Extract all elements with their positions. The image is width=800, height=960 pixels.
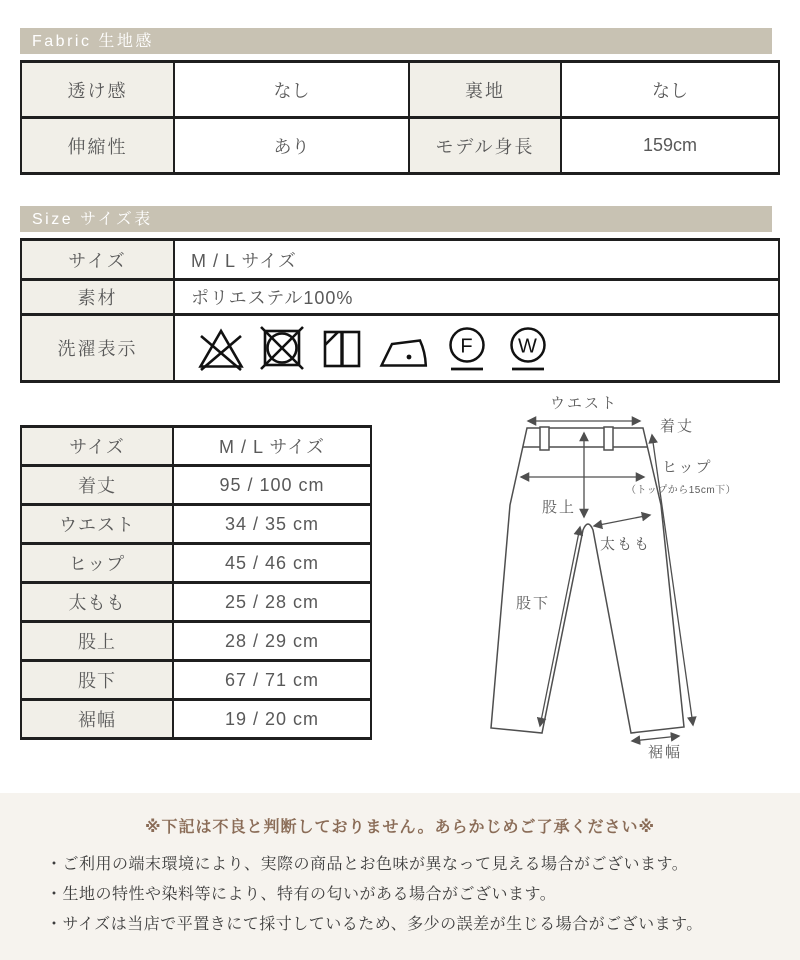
list-item: ・サイズは当店で平置きにて採寸しているため、多少の誤差が生じる場合がございます。 [46, 916, 703, 933]
info-label-material: 素材 [21, 280, 174, 315]
table-row [21, 661, 371, 700]
size-info-table [20, 238, 780, 383]
table-row [21, 700, 371, 739]
meas-label-thigh: 太もも [21, 583, 173, 622]
length-label: 着丈 [660, 418, 695, 435]
disclaimer-list [46, 850, 800, 940]
meas-value-thigh: 25 / 28 cm [173, 583, 371, 622]
table-row [21, 62, 779, 118]
meas-label-inseam: 股下 [21, 661, 173, 700]
fabric-label-model-height: モデル身長 [409, 118, 561, 174]
table-row [21, 427, 371, 466]
size-section-header: Size サイズ表 [20, 206, 772, 232]
meas-label-length: 着丈 [21, 466, 173, 505]
meas-header-label: サイズ [21, 427, 173, 466]
fabric-label-stretch: 伸縮性 [21, 118, 174, 174]
info-label-size: サイズ [21, 240, 174, 280]
svg-text:W: W [518, 335, 538, 358]
meas-label-rise: 股上 [21, 622, 173, 661]
length-arrow [652, 435, 693, 725]
meas-value-inseam: 67 / 71 cm [173, 661, 371, 700]
table-row [21, 118, 779, 174]
list-item: ・生地の特性や染料等により、特有の匂いがある場合がございます。 [46, 886, 557, 903]
table-row [21, 505, 371, 544]
dry-clean-petroleum-gentle-icon [442, 324, 492, 372]
pants-outline [491, 428, 684, 733]
disclaimer-section [0, 793, 800, 960]
meas-label-hem-width: 裾幅 [21, 700, 173, 739]
meas-header-value: M / L サイズ [173, 427, 371, 466]
meas-value-hem-width: 19 / 20 cm [173, 700, 371, 739]
hem-arrow [632, 736, 679, 741]
do-not-tumble-dry-icon [257, 324, 307, 372]
svg-text:F: F [460, 335, 474, 358]
fabric-value-lining: なし [561, 62, 779, 118]
table-row [21, 544, 371, 583]
fabric-value-stretch: あり [174, 118, 409, 174]
meas-value-waist: 34 / 35 cm [173, 505, 371, 544]
table-row [21, 240, 779, 280]
meas-label-hip: ヒップ [21, 544, 173, 583]
list-item: ・ご利用の端末環境により、実際の商品とお色味が異なって見える場合がございます。 [46, 856, 689, 873]
pants-measurement-diagram [480, 390, 800, 780]
meas-value-length: 95 / 100 cm [173, 466, 371, 505]
care-symbols [191, 324, 777, 372]
fabric-value-sheerness: なし [174, 62, 409, 118]
fabric-label-sheerness: 透け感 [21, 62, 174, 118]
do-not-bleach-icon [196, 324, 246, 372]
hem-width-label: 裾幅 [648, 744, 683, 761]
info-value-size: M / L サイズ [174, 240, 779, 280]
meas-label-waist: ウエスト [21, 505, 173, 544]
disclaimer-title: ※下記は不良と判断しておりません。あらかじめご了承ください※ [144, 819, 656, 836]
iron-low-heat-icon [377, 324, 431, 372]
table-row [21, 280, 779, 315]
table-row [21, 315, 779, 382]
wet-clean-gentle-icon [503, 324, 553, 372]
fabric-value-model-height: 159cm [561, 118, 779, 174]
table-row [21, 583, 371, 622]
fabric-label-lining: 裏地 [409, 62, 561, 118]
info-value-material: ポリエステル100% [174, 280, 779, 315]
thigh-arrow [594, 515, 650, 526]
hang-dry-in-shade-icon [318, 324, 366, 372]
fabric-table [20, 60, 780, 175]
measurement-table [20, 425, 372, 740]
inseam-arrow [540, 527, 580, 726]
meas-value-hip: 45 / 46 cm [173, 544, 371, 583]
rise-label: 股上 [542, 499, 577, 516]
inseam-label: 股下 [516, 595, 551, 612]
table-row [21, 466, 371, 505]
hip-label: ヒップ [662, 459, 713, 476]
hip-note: （トップから15cm下） [626, 485, 737, 496]
thigh-label: 太もも [600, 536, 652, 553]
info-label-care: 洗濯表示 [21, 315, 174, 382]
table-row [21, 622, 371, 661]
meas-value-rise: 28 / 29 cm [173, 622, 371, 661]
waist-label: ウエスト [549, 395, 619, 412]
fabric-section-header: Fabric 生地感 [20, 28, 772, 54]
